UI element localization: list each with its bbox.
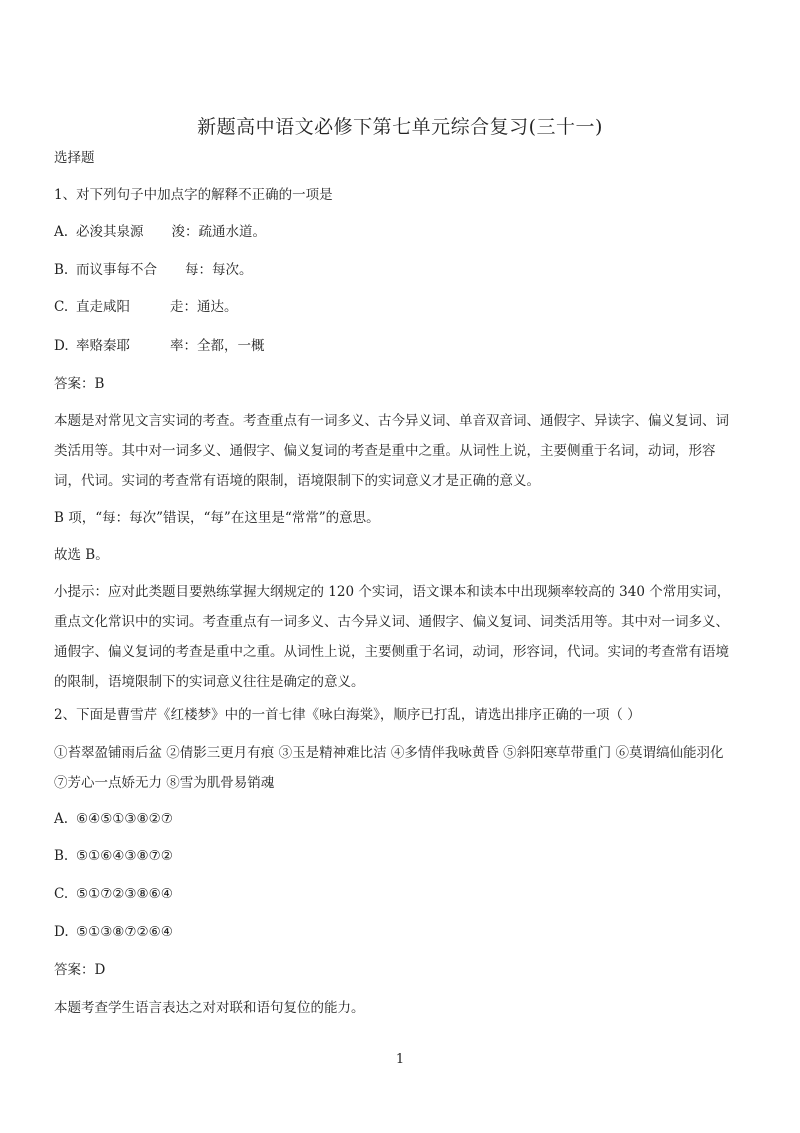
option-label: A. xyxy=(54,224,69,240)
option-gloss: 率：全都，一概 xyxy=(170,338,265,354)
option-label: D. xyxy=(54,924,69,940)
q1-option-d xyxy=(54,337,754,355)
option-label: D. xyxy=(54,338,69,354)
q2-poem-lines: ①苔翠盈铺雨后盆 ②倩影三更月有痕 ③玉是精神难比洁 ④多情伴我咏黄昏 ⑤斜阳寒草带重门 ⑥莫谓缟仙能羽化 ⑦芳心一点娇无力 ⑧雪为肌骨易销魂 xyxy=(54,745,724,791)
q1-answer: 答案：B xyxy=(54,376,105,392)
q1-b-note: B 项，“每：每次”错误，“每”在这里是“常常”的意思。 xyxy=(54,510,380,526)
q2-stem: 2、下面是曹雪芹《红楼梦》中的一首七律《咏白海棠》，顺序已打乱，请选出排序正确的一项（ ） xyxy=(54,707,641,723)
q1-tip: 小提示：应对此类题目要熟练掌握大纲规定的 120 个实词，语文课本和读本中出现频率较高的 340 个常用实词，重点文化常识中的实词。考查重点有一词多义、古今异义词、通假字、偏义复词、词类活用等。其中对一词多义、通假字、偏义复词的考查是重中之重。从词性上说，主要侧重于名词，动词，形容词，代词。实词的考查常有语境的限制，语境限制下的实词意义往往是确定的意义。 xyxy=(54,584,731,690)
option-text: 而议事每不合 xyxy=(76,262,157,278)
option-label: B. xyxy=(54,262,69,278)
option-text: ⑤①⑥④③⑧⑦② xyxy=(76,848,173,864)
option-text: ⑤①③⑧⑦②⑥④ xyxy=(76,924,173,940)
option-text: 必浚其泉源 xyxy=(76,224,144,240)
q1-option-a xyxy=(54,223,754,241)
q2-option-b xyxy=(54,847,754,865)
option-text: ⑤①⑦②③⑧⑥④ xyxy=(76,886,173,902)
option-text: 直走咸阳 xyxy=(76,299,130,315)
option-gloss: 走：通达。 xyxy=(170,299,238,315)
option-gloss: 浚：疏通水道。 xyxy=(171,224,266,240)
q2-option-a xyxy=(54,810,754,828)
q2-option-d xyxy=(54,923,754,941)
q2-answer: 答案：D xyxy=(54,962,106,978)
document-title: 新题高中语文必修下第七单元综合复习(三十一) xyxy=(197,116,603,138)
q2-explanation: 本题考查学生语言表达之对对联和语句复位的能力。 xyxy=(54,1000,365,1016)
q1-option-c xyxy=(54,298,754,316)
section-heading: 选择题 xyxy=(54,150,95,166)
q1-stem: 1、对下列句子中加点字的解释不正确的一项是 xyxy=(54,187,333,203)
q2-option-c xyxy=(54,885,754,903)
option-label: C. xyxy=(54,299,69,315)
option-text: ⑥④⑤①③⑧②⑦ xyxy=(76,811,173,827)
option-label: C. xyxy=(54,886,69,902)
option-label: B. xyxy=(54,848,69,864)
q1-explanation: 本题是对常见文言实词的考查。考查重点有一词多义、古今异义词、单音双音词、通假字、异读字、偏义复词、词类活用等。其中对一词多义、通假字、偏义复词的考查是重中之重。从词性上说，主要侧重于名词，动词，形容词，代词。实词的考查常有语境的限制，语境限制下的实词意义才是正确的意义。 xyxy=(54,413,729,489)
option-gloss: 每：每次。 xyxy=(185,262,253,278)
q1-option-b xyxy=(54,261,754,279)
option-text: 率赂秦耶 xyxy=(76,338,130,354)
option-label: A. xyxy=(54,811,69,827)
q1-choose: 故选 B。 xyxy=(54,547,109,563)
page-number: 1 xyxy=(395,1052,405,1067)
